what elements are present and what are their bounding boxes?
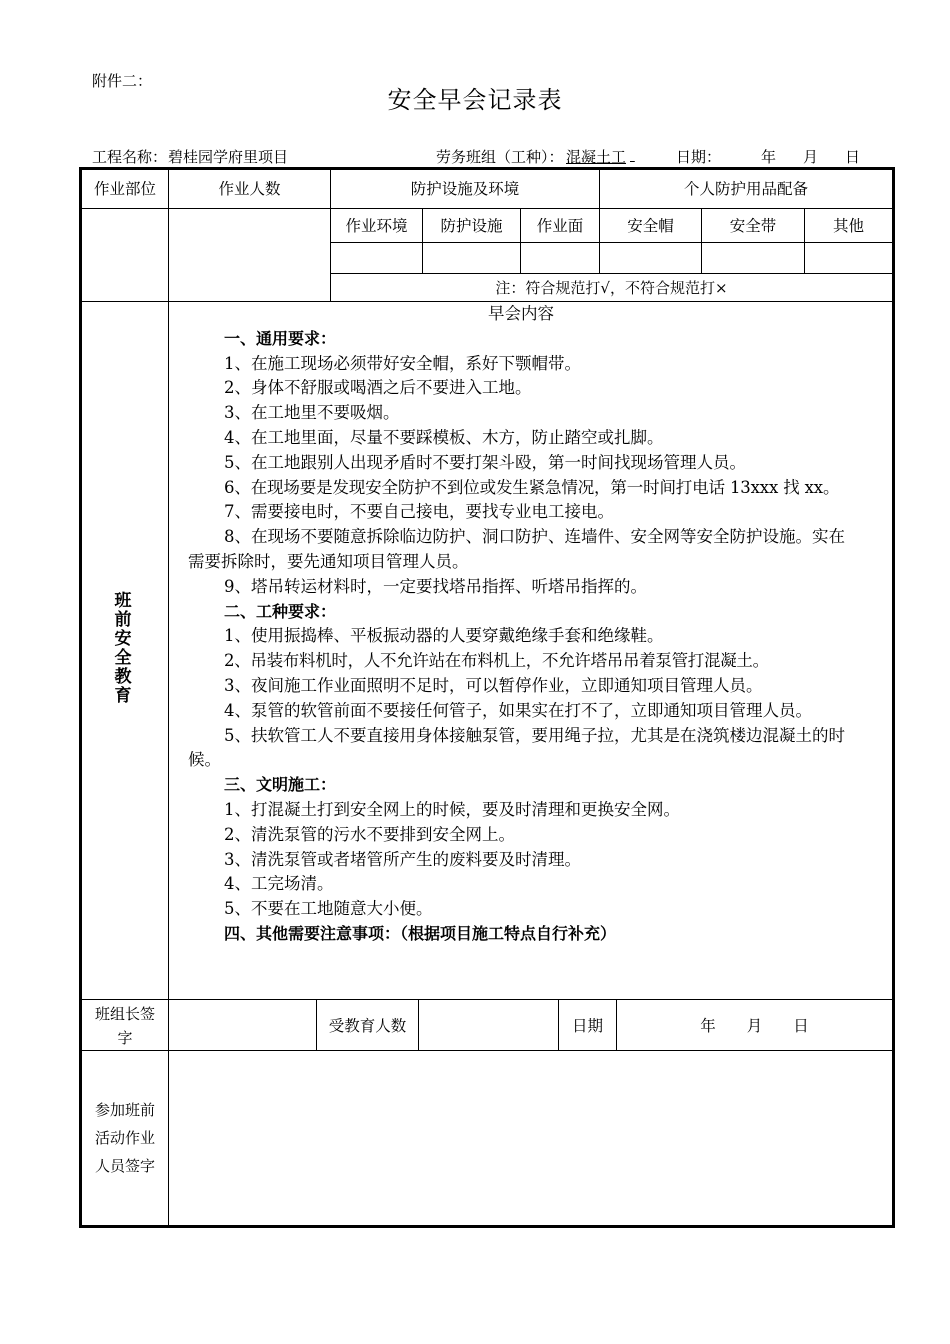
- section-heading: 四、其他需要注意事项：（根据项目施工特点自行补充）: [224, 923, 617, 943]
- list-item: 2、清洗泵管的污水不要排到安全网上。: [224, 824, 515, 844]
- content-title: 早会内容: [488, 304, 554, 323]
- project-name-value: 碧桂园学府里项目: [168, 148, 289, 166]
- col-ppe: 个人防护用品配备: [683, 180, 808, 198]
- list-item: 6、在现场要是发现安全防护不到位或发生紧急情况，第一时间打电话 13xxx 找 xx。: [224, 477, 840, 497]
- leader-sign-label: 班组长签字: [95, 1004, 156, 1047]
- list-item: 4、工完场清。: [224, 874, 334, 894]
- list-item: 4、在工地里面，尽量不要踩模板、木方，防止踏空或扎脚。: [224, 427, 664, 447]
- team-underline: [630, 146, 650, 164]
- sub-safety-belt: 安全带: [729, 216, 777, 235]
- compliance-note: 注：符合规范打√，不符合规范打×: [495, 278, 728, 297]
- project-name-label: 工程名称：: [92, 148, 168, 166]
- sub-work-env: 作业环境: [345, 216, 408, 235]
- section-heading: 一、通用要求：: [224, 328, 337, 348]
- col-work-area: 作业部位: [93, 180, 156, 198]
- team-value: 混凝土工: [566, 148, 627, 166]
- list-item: 7、需要接电时，不要自己接电，要找专业电工接电。: [224, 502, 614, 522]
- pre-shift-education-label: 班前安全教育: [114, 591, 132, 706]
- col-protection-env: 防护设施及环境: [410, 180, 520, 198]
- team-label: 劳务班组（工种）：: [436, 148, 564, 166]
- list-item: 5、在工地跟别人出现矛盾时不要打架斗殴，第一时间找现场管理人员。: [224, 452, 746, 472]
- list-item: 5、不要在工地随意大小便。: [224, 899, 433, 919]
- date-year: 年: [761, 148, 777, 166]
- list-item: 3、在工地里不要吸烟。: [224, 403, 400, 423]
- col-worker-count: 作业人数: [218, 180, 281, 198]
- participants-sign-label: 参加班前活动作业人员签字: [94, 1101, 155, 1175]
- sub-work-surface: 作业面: [536, 216, 584, 235]
- sub-safety-helmet: 安全帽: [627, 216, 674, 235]
- date-month: 月: [803, 148, 819, 166]
- trainee-count-label: 受教育人数: [328, 1016, 407, 1035]
- section-heading: 三、文明施工：: [224, 775, 337, 795]
- list-item: 1、打混凝土打到安全网上的时候，要及时清理和更换安全网。: [224, 799, 680, 819]
- list-item: 2、身体不舒服或喝酒之后不要进入工地。: [224, 378, 532, 398]
- list-item: 8、在现场不要随意拆除临边防护、洞口防护、连墙件、安全网等安全防护设施。实在需要拆除时，要先通知项目管理人员。: [188, 527, 845, 571]
- footer-date-label: 日期: [571, 1016, 603, 1035]
- list-item: 3、夜间施工作业面照明不足时，可以暂停作业，立即通知项目管理人员。: [224, 675, 763, 695]
- date-label: 日期：: [676, 148, 722, 166]
- list-item: 1、在施工现场必须带好安全帽，系好下颚帽带。: [224, 353, 581, 373]
- page-title: 安全早会记录表: [387, 86, 563, 114]
- sub-other: 其他: [832, 216, 864, 235]
- list-item: 1、使用振捣棒、平板振动器的人要穿戴绝缘手套和绝缘鞋。: [224, 626, 664, 646]
- meeting-content: [188, 302, 854, 947]
- list-item: 4、泵管的软管前面不要接任何管子，如果实在打不了，立即通知项目管理人员。: [224, 700, 812, 720]
- date-day: 日: [845, 148, 861, 166]
- list-item: 3、清洗泵管或者堵管所产生的废料要及时清理。: [224, 849, 581, 869]
- list-item: 2、吊装布料机时，人不允许站在布料机上，不允许塔吊吊着泵管打混凝土。: [224, 651, 769, 671]
- list-item: 5、扶软管工人不要直接用身体接触泵管，要用绳子拉，尤其是在浇筑楼边混凝土的时候。: [188, 725, 845, 770]
- attachment-label: 附件二：: [92, 72, 153, 90]
- list-item: 9、塔吊转运材料时，一定要找塔吊指挥、听塔吊指挥的。: [224, 576, 647, 596]
- section-heading: 二、工种要求：: [224, 601, 337, 621]
- footer-date-value: 年 月 日: [700, 1016, 809, 1035]
- sub-protection-facility: 防护设施: [440, 216, 503, 235]
